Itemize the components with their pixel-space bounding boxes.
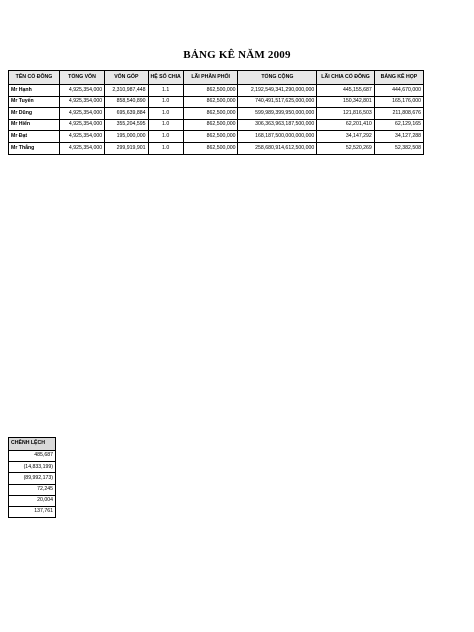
table-cell: 52,382,508 — [374, 142, 423, 154]
header-cell: VỐN GÓP — [105, 71, 148, 85]
table-cell: 299,919,901 — [105, 142, 148, 154]
table-cell: 4,925,354,000 — [59, 119, 104, 131]
table-row — [9, 119, 424, 131]
table-cell: 1.0 — [148, 108, 183, 120]
shareholder-name: Mr Tuyến — [9, 96, 60, 108]
table-row — [9, 506, 56, 517]
table-cell: 862,500,000 — [183, 108, 238, 120]
table-row — [9, 473, 56, 484]
difference-table — [8, 437, 56, 518]
table-cell: 62,201,410 — [317, 119, 375, 131]
table-cell: 740,491,517,625,000,000 — [238, 96, 317, 108]
table-cell: 1.0 — [148, 142, 183, 154]
table-cell: 4,925,354,000 — [59, 142, 104, 154]
table-row — [9, 142, 424, 154]
difference-value: (14,833,199) — [9, 462, 56, 473]
table-row — [9, 451, 56, 462]
table-cell: 1.1 — [148, 85, 183, 97]
table-cell: 211,808,676 — [374, 108, 423, 120]
header-cell: TÊN CỔ ĐÔNG — [9, 71, 60, 85]
header-cell: TỔNG VỐN — [59, 71, 104, 85]
shareholder-name: Mr Thắng — [9, 142, 60, 154]
table-cell: 1.0 — [148, 119, 183, 131]
table-cell: 34,127,288 — [374, 131, 423, 143]
difference-value: 137,761 — [9, 506, 56, 517]
table-cell: 150,342,801 — [317, 96, 375, 108]
table-cell: 121,816,503 — [317, 108, 375, 120]
difference-value: 485,687 — [9, 451, 56, 462]
summary-table — [8, 70, 424, 155]
table-cell: 862,500,000 — [183, 119, 238, 131]
table-cell: 4,925,354,000 — [59, 131, 104, 143]
table-cell: 858,540,890 — [105, 96, 148, 108]
table-row — [9, 108, 424, 120]
table-cell: 599,989,399,950,000,000 — [238, 108, 317, 120]
table-cell: 862,500,000 — [183, 131, 238, 143]
table-cell: 62,129,165 — [374, 119, 423, 131]
table-row — [9, 462, 56, 473]
table-cell: 862,500,000 — [183, 85, 238, 97]
table-cell: 1.0 — [148, 96, 183, 108]
table-row — [9, 96, 424, 108]
table-cell: 862,500,000 — [183, 96, 238, 108]
difference-header: CHÊNH LỆCH — [9, 438, 56, 451]
table-cell: 2,192,549,341,290,000,000 — [238, 85, 317, 97]
difference-value: 72,245 — [9, 484, 56, 495]
page-title: BẢNG KÊ NĂM 2009 — [183, 49, 291, 61]
header-cell: LÃI PHÂN PHỐI — [183, 71, 238, 85]
table-cell: 165,176,000 — [374, 96, 423, 108]
shareholder-name: Mr Đạt — [9, 131, 60, 143]
table-row — [9, 85, 424, 97]
table-cell: 4,925,354,000 — [59, 85, 104, 97]
table-cell: 695,639,884 — [105, 108, 148, 120]
table-row — [9, 484, 56, 495]
header-cell: BẢNG KÊ HỌP — [374, 71, 423, 85]
table-cell: 4,925,354,000 — [59, 96, 104, 108]
header-row — [9, 438, 56, 451]
table-cell: 444,670,000 — [374, 85, 423, 97]
difference-value: 20,004 — [9, 495, 56, 506]
table-cell: 2,310,987,448 — [105, 85, 148, 97]
table-cell: 1.0 — [148, 131, 183, 143]
table-cell: 306,363,963,187,500,000 — [238, 119, 317, 131]
header-cell: TỔNG CỘNG — [238, 71, 317, 85]
table-cell: 862,500,000 — [183, 142, 238, 154]
table-cell: 4,925,354,000 — [59, 108, 104, 120]
header-row — [9, 71, 424, 85]
header-cell: LÃI CHIA CỔ ĐÔNG — [317, 71, 375, 85]
table-cell: 34,147,292 — [317, 131, 375, 143]
table-cell: 168,187,500,000,000,000 — [238, 131, 317, 143]
shareholder-name: Mr Dũng — [9, 108, 60, 120]
table-cell: 258,680,914,612,500,000 — [238, 142, 317, 154]
table-cell: 445,155,687 — [317, 85, 375, 97]
shareholder-name: Mr Hạnh — [9, 85, 60, 97]
difference-value: (89,992,173) — [9, 473, 56, 484]
table-cell: 355,204,595 — [105, 119, 148, 131]
header-cell: HỆ SỐ CHIA — [148, 71, 183, 85]
shareholder-name: Mr Hiển — [9, 119, 60, 131]
table-row — [9, 131, 424, 143]
table-cell: 195,000,000 — [105, 131, 148, 143]
table-row — [9, 495, 56, 506]
table-cell: 52,520,269 — [317, 142, 375, 154]
